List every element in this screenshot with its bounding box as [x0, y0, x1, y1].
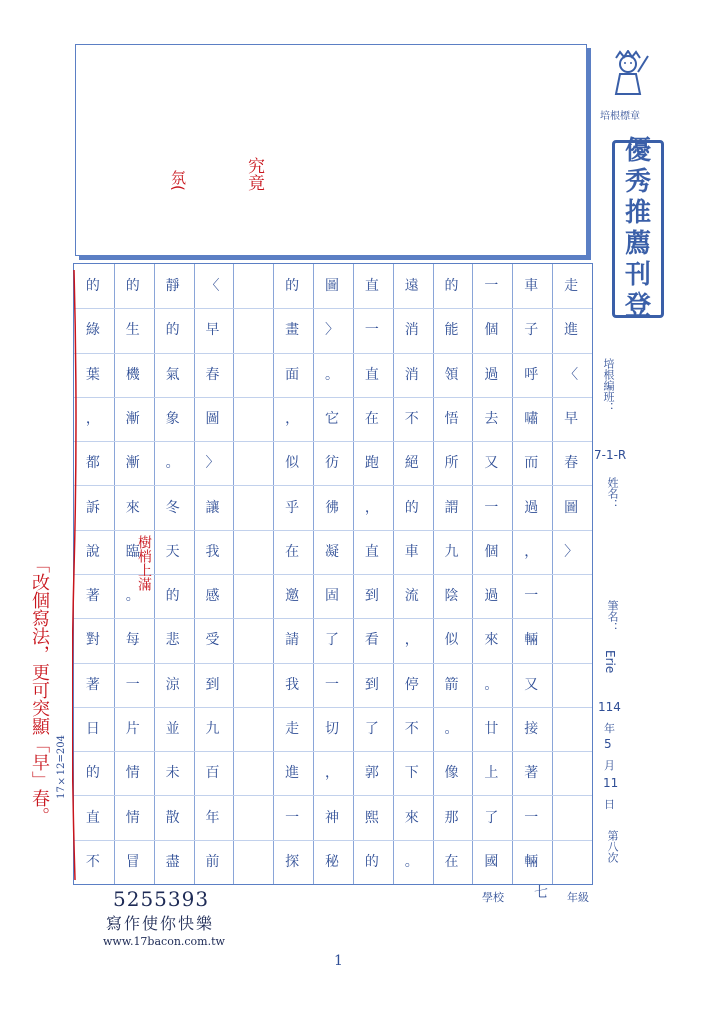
essay-char: 生 — [125, 322, 140, 339]
child-pencil-mascot-icon — [606, 50, 650, 100]
essay-char: 到 — [205, 676, 220, 693]
essay-char: 似 — [444, 632, 459, 649]
essay-char: 它 — [324, 410, 339, 427]
essay-char: 一 — [364, 322, 379, 339]
essay-char: 輛 — [524, 853, 539, 870]
essay-char: 的 — [85, 765, 100, 782]
essay-char: 並 — [165, 720, 180, 737]
essay-char: 過 — [524, 499, 539, 516]
essay-char: 去 — [484, 410, 499, 427]
year-label: 年 — [604, 722, 615, 735]
class-value: 7-1-R — [594, 448, 627, 462]
grade-value: 七 — [534, 885, 548, 901]
essay-char: 涼 — [165, 676, 180, 693]
essay-char: 的 — [165, 322, 180, 339]
essay-char: 〉 — [564, 543, 579, 560]
essay-char: 熙 — [364, 809, 379, 826]
essay-char: 一 — [324, 676, 339, 693]
essay-char: 車 — [404, 543, 419, 560]
essay-char: 消 — [404, 366, 419, 383]
essay-char: 都 — [85, 455, 100, 472]
essay-char: 一 — [484, 499, 499, 516]
class-label: 培根編班： — [602, 358, 615, 413]
essay-char: 。 — [324, 366, 339, 383]
essay-char: 早 — [205, 322, 220, 339]
essay-char: 看 — [364, 632, 379, 649]
essay-char: 漸 — [125, 410, 140, 427]
essay-char: 探 — [285, 853, 300, 870]
name-label: 姓名： — [606, 477, 619, 510]
penname-value: Erie — [603, 650, 617, 674]
essay-char: 在 — [285, 543, 300, 560]
essay-char: 來 — [125, 499, 140, 516]
stamp-char: 秀 — [624, 167, 651, 197]
essay-char: 神 — [324, 809, 339, 826]
essay-char: 個 — [484, 322, 499, 339]
essay-char: 下 — [404, 765, 419, 782]
essay-char: 不 — [404, 410, 419, 427]
essay-char: 九 — [205, 720, 220, 737]
essay-char: 走 — [564, 278, 579, 295]
essay-char: 來 — [404, 809, 419, 826]
essay-char: 未 — [165, 765, 180, 782]
essay-char: 前 — [205, 853, 220, 870]
essay-char: 遠 — [404, 278, 419, 295]
essay-char: 接 — [524, 720, 539, 737]
essay-char: 消 — [404, 322, 419, 339]
essay-char: 似 — [285, 455, 300, 472]
grid-size-label: 17×12=204 — [56, 735, 67, 799]
essay-char: 又 — [484, 455, 499, 472]
essay-char: 一 — [484, 278, 499, 295]
essay-char: 了 — [484, 809, 499, 826]
date-year: 114 — [598, 700, 621, 714]
essay-char: 漸 — [125, 455, 140, 472]
essay-char: 在 — [444, 853, 459, 870]
essay-char: 又 — [524, 676, 539, 693]
essay-char: 對 — [85, 632, 100, 649]
essay-char: 了 — [324, 632, 339, 649]
essay-char: 春 — [205, 366, 220, 383]
essay-char: 秘 — [324, 853, 339, 870]
essay-char: 機 — [125, 366, 140, 383]
essay-char: 請 — [285, 632, 300, 649]
essay-char: 到 — [364, 588, 379, 605]
stamp-char: 薦 — [624, 229, 651, 259]
recommend-stamp — [612, 136, 664, 321]
essay-char: 在 — [364, 410, 379, 427]
stamp-char: 優 — [624, 136, 651, 166]
essay-char: 。 — [404, 853, 419, 870]
essay-char: 每 — [125, 632, 140, 649]
essay-char: 的 — [85, 278, 100, 295]
essay-char: 過 — [484, 366, 499, 383]
date-day: 11 — [603, 776, 619, 790]
essay-char: 悲 — [165, 632, 180, 649]
teacher-comment-right: 「改個寫法，更可突顯「早」春。 — [29, 555, 50, 825]
essay-char: 直 — [364, 366, 379, 383]
teacher-margin-mark — [72, 270, 74, 880]
essay-char: 領 — [444, 366, 459, 383]
slogan: 寫作使你快樂 — [106, 914, 215, 933]
essay-char: 所 — [444, 455, 459, 472]
essay-char: 〉 — [324, 322, 339, 339]
essay-char: 冬 — [165, 499, 180, 516]
essay-char: ， — [524, 543, 539, 560]
essay-char: 上 — [484, 765, 499, 782]
stamp-char: 登 — [624, 291, 651, 321]
essay-char: 固 — [324, 588, 339, 605]
essay-char: 凝 — [324, 543, 339, 560]
essay-char: 著 — [85, 676, 100, 693]
essay-char: 流 — [404, 588, 419, 605]
essay-char: 個 — [484, 543, 499, 560]
essay-char: 訴 — [85, 499, 100, 516]
essay-char: 早 — [564, 410, 579, 427]
essay-char: ， — [324, 765, 339, 782]
essay-char: 的 — [404, 499, 419, 516]
essay-char: 來 — [484, 632, 499, 649]
essay-char: 圖 — [324, 278, 339, 295]
essay-char: 悟 — [444, 410, 459, 427]
essay-char: 直 — [364, 278, 379, 295]
essay-char: 〈 — [564, 366, 579, 383]
essay-char: 情 — [125, 809, 140, 826]
essay-char: 一 — [524, 588, 539, 605]
essay-char: 那 — [444, 809, 459, 826]
essay-char: 到 — [364, 676, 379, 693]
essay-char: 彿 — [324, 499, 339, 516]
essay-char: 一 — [125, 676, 140, 693]
grade-label: 年級 — [567, 891, 589, 904]
essay-char: 車 — [524, 278, 539, 295]
penname-label: 筆名： — [606, 600, 619, 633]
essay-char: ， — [285, 410, 300, 427]
essay-char: 〉 — [205, 455, 220, 472]
essay-char: 進 — [285, 765, 300, 782]
essay-char: 日 — [85, 720, 100, 737]
essay-char: 呼 — [524, 366, 539, 383]
essay-char: 走 — [285, 720, 300, 737]
essay-char: 臨 — [125, 543, 140, 560]
essay-char: 。 — [484, 676, 499, 693]
essay-char: 停 — [404, 676, 419, 693]
serial-number: 5255393 — [113, 887, 210, 911]
essay-char: 的 — [285, 278, 300, 295]
essay-char: 讓 — [205, 499, 220, 516]
essay-char: 謂 — [444, 499, 459, 516]
website-url: www.17bacon.com.tw — [103, 935, 225, 948]
essay-char: 九 — [444, 543, 459, 560]
essay-char: 箭 — [444, 676, 459, 693]
teacher-comment-box — [75, 44, 587, 256]
essay-char: 直 — [364, 543, 379, 560]
essay-char: 散 — [165, 809, 180, 826]
essay-char: 直 — [85, 809, 100, 826]
essay-char: 情 — [125, 765, 140, 782]
essay-char: ， — [404, 632, 419, 649]
essay-char: 片 — [125, 720, 140, 737]
essay-char: 能 — [444, 322, 459, 339]
page-number: 1 — [334, 953, 343, 969]
essay-char: ， — [364, 499, 379, 516]
essay-char: 進 — [564, 322, 579, 339]
essay-char: 切 — [324, 720, 339, 737]
essay-char: 年 — [205, 809, 220, 826]
teacher-comment-inline: 樹梢上滿 — [136, 535, 152, 591]
essay-char: 百 — [205, 765, 220, 782]
essay-char: 一 — [524, 809, 539, 826]
essay-char: 面 — [285, 366, 300, 383]
essay-char: ， — [85, 410, 100, 427]
essay-char: 的 — [444, 278, 459, 295]
essay-char: 不 — [85, 853, 100, 870]
session-label: 第八次 — [606, 830, 619, 863]
essay-char: 盡 — [165, 853, 180, 870]
essay-char: 廿 — [484, 720, 499, 737]
essay-char: 春 — [564, 455, 579, 472]
essay-char: 天 — [165, 543, 180, 560]
essay-char: 靜 — [165, 278, 180, 295]
essay-char: 乎 — [285, 499, 300, 516]
stamp-char: 推 — [624, 198, 651, 228]
essay-char: 陰 — [444, 588, 459, 605]
essay-char: 圖 — [564, 499, 579, 516]
essay-char: 絕 — [404, 455, 419, 472]
day-label: 日 — [604, 798, 615, 811]
essay-char: 受 — [205, 632, 220, 649]
essay-char: 的 — [125, 278, 140, 295]
school-label: 學校 — [482, 891, 504, 904]
essay-char: 輛 — [524, 632, 539, 649]
essay-char: 國 — [484, 853, 499, 870]
stamp-char: 刊 — [624, 260, 651, 290]
essay-char: 著 — [85, 588, 100, 605]
essay-char: 著 — [524, 765, 539, 782]
comment-note-top: 究竟 — [244, 157, 264, 191]
essay-char: 。 — [165, 455, 180, 472]
essay-char: 我 — [285, 676, 300, 693]
essay-char: 郭 — [364, 765, 379, 782]
essay-char: 的 — [165, 588, 180, 605]
essay-char: 彷 — [324, 455, 339, 472]
essay-char: 我 — [205, 543, 220, 560]
essay-char: 子 — [524, 322, 539, 339]
essay-char: 氣 — [165, 366, 180, 383]
essay-char: 說 — [85, 543, 100, 560]
essay-char: 過 — [484, 588, 499, 605]
essay-char: 圖 — [205, 410, 220, 427]
essay-char: 綠 — [85, 322, 100, 339]
essay-char: 嘯 — [524, 410, 539, 427]
essay-char: 一 — [285, 809, 300, 826]
essay-char: 不 — [404, 720, 419, 737]
essay-char: 畫 — [285, 322, 300, 339]
essay-char: 了 — [364, 720, 379, 737]
essay-char: 的 — [364, 853, 379, 870]
essay-char: 像 — [444, 765, 459, 782]
essay-char: 葉 — [85, 366, 100, 383]
essay-char: 跑 — [364, 455, 379, 472]
essay-char: 。 — [125, 588, 140, 605]
essay-char: 象 — [165, 410, 180, 427]
essay-char: 〈 — [205, 278, 220, 295]
essay-char: 。 — [444, 720, 459, 737]
month-label: 月 — [604, 759, 615, 772]
essay-char: 邀 — [285, 588, 300, 605]
essay-char: 而 — [524, 455, 539, 472]
logo-caption: 培根標章 — [600, 111, 640, 122]
comment-note-left: 氛( — [169, 170, 187, 191]
essay-char: 感 — [205, 588, 220, 605]
date-month: 5 — [604, 737, 612, 751]
essay-char: 冒 — [125, 853, 140, 870]
